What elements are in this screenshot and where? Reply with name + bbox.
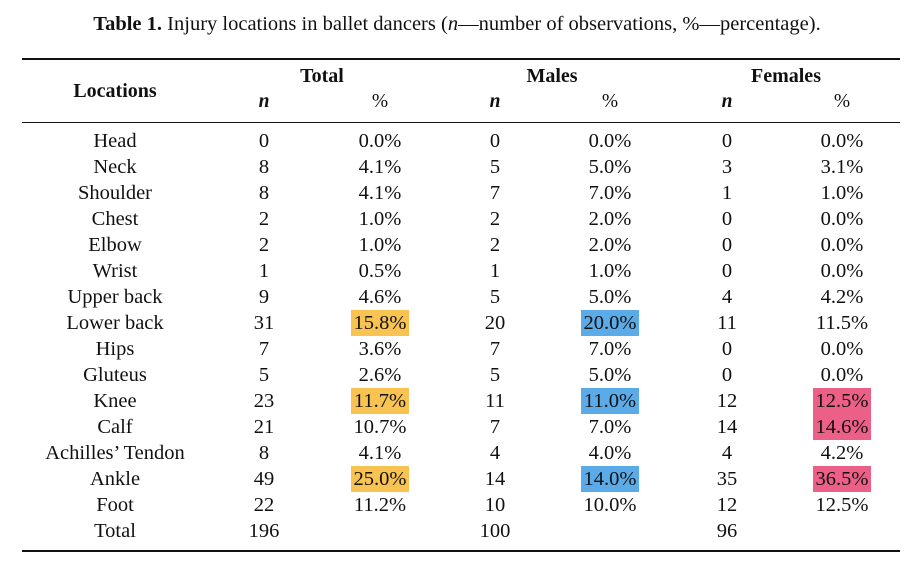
top-rule <box>22 58 900 60</box>
cell-location: Foot <box>96 494 134 516</box>
cell-total-pct <box>330 310 430 336</box>
cell-female-n: 35 <box>716 468 738 490</box>
cell-male-n: 10 <box>484 494 506 516</box>
cell-female-pct: 4.2% <box>820 442 864 464</box>
cell-female-pct <box>792 414 892 440</box>
cell-location: Elbow <box>88 234 142 256</box>
cell-male-n: 20 <box>484 312 506 334</box>
cell-male-n: 100 <box>479 520 511 542</box>
cell-total-n: 5 <box>258 364 270 386</box>
cell-male-pct: 2.0% <box>588 208 632 230</box>
highlighted-value: 14.6% <box>813 414 872 440</box>
cell-female-pct <box>792 518 892 544</box>
cell-female-n: 3 <box>721 156 733 178</box>
cell-total-pct: 2.6% <box>358 364 402 386</box>
cell-total-n: 8 <box>258 156 270 178</box>
cell-total-n: 0 <box>258 130 270 152</box>
cell-total-n: 2 <box>258 208 270 230</box>
cell-location: Knee <box>93 390 137 412</box>
cell-location: Lower back <box>66 312 164 334</box>
cell-female-pct: 3.1% <box>820 156 864 178</box>
cell-male-pct: 7.0% <box>588 182 632 204</box>
cell-female-pct: 0.0% <box>820 234 864 256</box>
cell-total-n: 31 <box>253 312 275 334</box>
cell-male-pct <box>560 518 660 544</box>
cell-location: Chest <box>91 208 139 230</box>
cell-male-pct: 5.0% <box>588 156 632 178</box>
cell-male-pct: 2.0% <box>588 234 632 256</box>
cell-male-pct <box>560 388 660 414</box>
cell-male-n: 1 <box>489 260 501 282</box>
cell-total-pct: 1.0% <box>358 234 402 256</box>
cell-female-pct: 0.0% <box>820 130 864 152</box>
cell-female-n: 4 <box>721 286 733 308</box>
cell-total-pct <box>330 388 430 414</box>
cell-male-n: 4 <box>489 442 501 464</box>
cell-female-n: 14 <box>716 416 738 438</box>
caption-text-post: —number of observations, %—percentage). <box>458 13 821 35</box>
cell-male-pct: 7.0% <box>588 416 632 438</box>
cell-location: Shoulder <box>77 182 153 204</box>
cell-female-n: 12 <box>716 494 738 516</box>
header-females: Females <box>751 65 821 87</box>
cell-male-pct <box>560 466 660 492</box>
cell-total-pct: 0.5% <box>358 260 402 282</box>
cell-total-n: 2 <box>258 234 270 256</box>
cell-total-pct: 4.1% <box>358 156 402 178</box>
header-total: Total <box>300 65 344 87</box>
cell-female-n: 0 <box>721 234 733 256</box>
table-caption <box>0 13 914 36</box>
cell-location: Head <box>93 130 137 152</box>
cell-total-pct: 10.7% <box>353 416 407 438</box>
cell-total-n: 21 <box>253 416 275 438</box>
cell-location: Upper back <box>67 286 163 308</box>
cell-male-n: 7 <box>489 416 501 438</box>
cell-female-pct: 0.0% <box>820 260 864 282</box>
highlighted-value: 14.0% <box>581 466 640 492</box>
subheader-males-pct: % <box>601 91 619 112</box>
cell-male-pct: 0.0% <box>588 130 632 152</box>
header-locations: Locations <box>73 80 157 102</box>
cell-total-n: 9 <box>258 286 270 308</box>
cell-total-pct: 0.0% <box>358 130 402 152</box>
cell-female-n: 11 <box>717 312 737 334</box>
highlighted-value: 25.0% <box>351 466 410 492</box>
cell-female-n: 4 <box>721 442 733 464</box>
subheader-males-n: n <box>489 91 501 112</box>
cell-location: Calf <box>97 416 133 438</box>
cell-female-n: 0 <box>721 130 733 152</box>
cell-total-n: 49 <box>253 468 275 490</box>
cell-total-n: 196 <box>248 520 280 542</box>
subheader-total-pct: % <box>371 91 389 112</box>
cell-total-pct: 11.2% <box>353 494 407 516</box>
subheader-females-n: n <box>721 91 733 112</box>
cell-female-n: 0 <box>721 338 733 360</box>
cell-male-n: 5 <box>489 286 501 308</box>
cell-female-pct: 12.5% <box>815 494 869 516</box>
cell-male-pct: 5.0% <box>588 286 632 308</box>
highlighted-value: 36.5% <box>813 466 872 492</box>
cell-male-n: 2 <box>489 234 501 256</box>
cell-male-n: 7 <box>489 338 501 360</box>
cell-total-n: 8 <box>258 182 270 204</box>
cell-female-n: 96 <box>716 520 738 542</box>
cell-location: Achilles’ Tendon <box>45 442 185 464</box>
cell-male-n: 7 <box>489 182 501 204</box>
cell-female-n: 0 <box>721 364 733 386</box>
caption-label: Table 1. <box>93 13 163 35</box>
cell-total-pct: 4.1% <box>358 182 402 204</box>
cell-female-pct: 0.0% <box>820 208 864 230</box>
cell-female-n: 0 <box>721 260 733 282</box>
cell-location: Total <box>94 520 136 542</box>
subheader-total-n: n <box>258 91 270 112</box>
cell-total-n: 1 <box>258 260 270 282</box>
cell-location: Ankle <box>89 468 141 490</box>
header-males: Males <box>526 65 578 87</box>
cell-total-n: 22 <box>253 494 275 516</box>
subheader-females-pct: % <box>833 91 851 112</box>
cell-male-n: 11 <box>485 390 505 412</box>
cell-female-pct: 11.5% <box>815 312 869 334</box>
cell-male-pct <box>560 310 660 336</box>
cell-female-pct <box>792 388 892 414</box>
cell-location: Neck <box>93 156 137 178</box>
highlighted-value: 11.7% <box>351 388 409 414</box>
cell-total-pct: 4.1% <box>358 442 402 464</box>
cell-location: Gluteus <box>83 364 147 386</box>
cell-total-pct: 4.6% <box>358 286 402 308</box>
cell-male-n: 2 <box>489 208 501 230</box>
caption-n-symbol: n <box>447 13 459 35</box>
caption-text-pre: Injury locations in ballet dancers ( <box>162 13 448 35</box>
highlighted-value: 11.0% <box>581 388 639 414</box>
cell-female-pct: 1.0% <box>820 182 864 204</box>
highlighted-value: 20.0% <box>581 310 640 336</box>
cell-male-n: 0 <box>489 130 501 152</box>
cell-male-n: 5 <box>489 364 501 386</box>
cell-male-pct: 4.0% <box>588 442 632 464</box>
cell-female-pct: 0.0% <box>820 338 864 360</box>
cell-location: Hips <box>95 338 135 360</box>
cell-male-n: 5 <box>489 156 501 178</box>
cell-female-pct: 0.0% <box>820 364 864 386</box>
cell-female-n: 12 <box>716 390 738 412</box>
cell-female-pct: 4.2% <box>820 286 864 308</box>
bottom-rule <box>22 550 900 552</box>
cell-total-pct <box>330 466 430 492</box>
highlighted-value: 12.5% <box>813 388 872 414</box>
cell-male-pct: 7.0% <box>588 338 632 360</box>
cell-female-n: 1 <box>721 182 733 204</box>
cell-total-n: 7 <box>258 338 270 360</box>
cell-male-pct: 1.0% <box>588 260 632 282</box>
cell-male-pct: 5.0% <box>588 364 632 386</box>
cell-location: Wrist <box>92 260 138 282</box>
highlighted-value: 15.8% <box>351 310 410 336</box>
cell-total-pct: 3.6% <box>358 338 402 360</box>
cell-total-n: 23 <box>253 390 275 412</box>
cell-female-n: 0 <box>721 208 733 230</box>
header-rule <box>22 122 900 123</box>
cell-female-pct <box>792 466 892 492</box>
cell-male-n: 14 <box>484 468 506 490</box>
cell-total-pct: 1.0% <box>358 208 402 230</box>
cell-total-n: 8 <box>258 442 270 464</box>
cell-total-pct <box>330 518 430 544</box>
cell-male-pct: 10.0% <box>583 494 637 516</box>
